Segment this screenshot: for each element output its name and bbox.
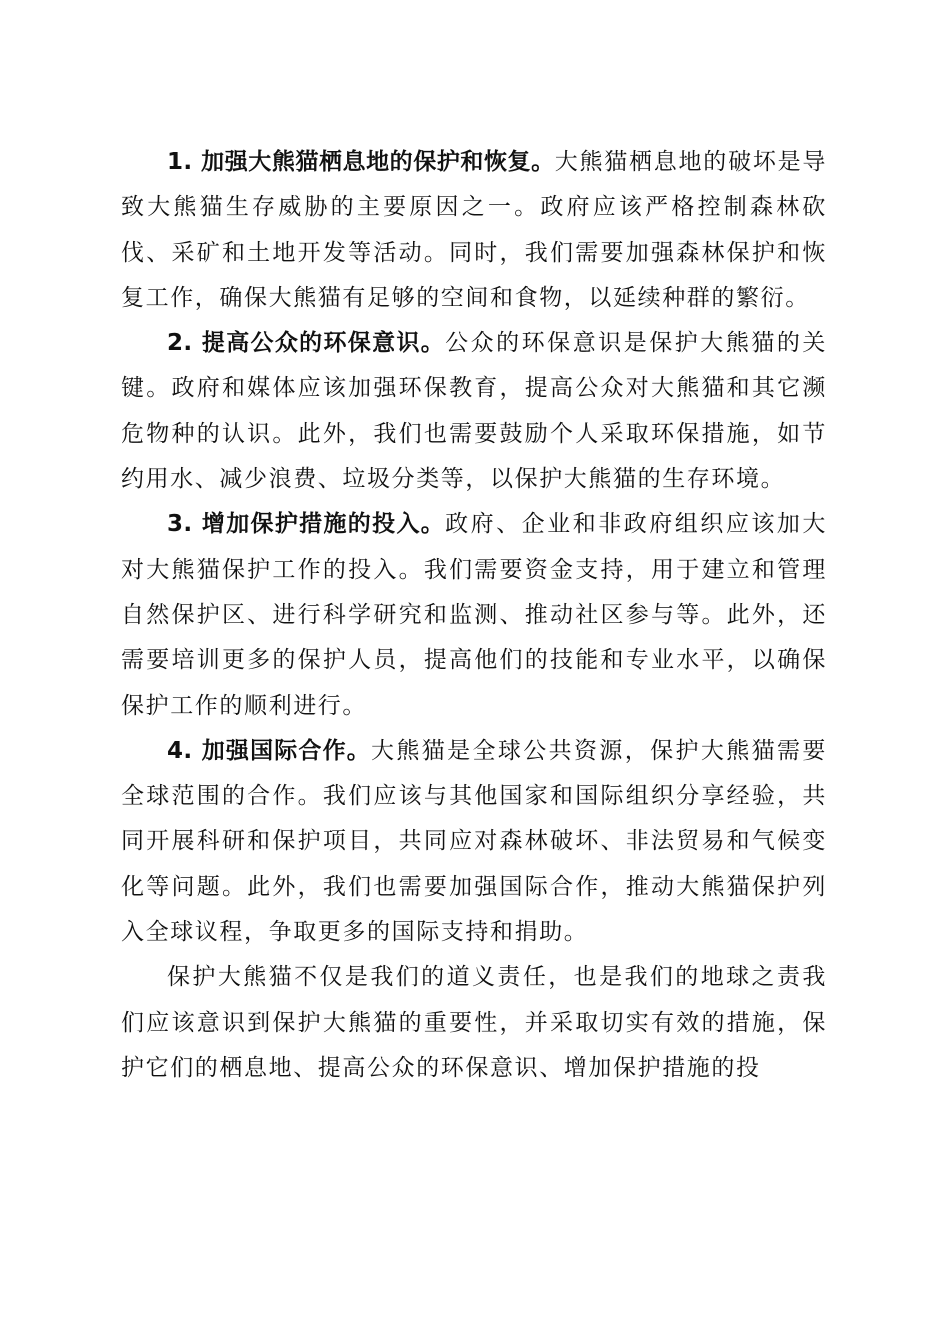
paragraph-text: 保护大熊猫不仅是我们的道义责任，也是我们的地球之责我们应该意识到保护大熊猫的重要性，并采取切实有效的措施，保护它们的栖息地、提高公众的环保意识、增加保护措施的投 (121, 964, 827, 1081)
paragraph-text: 大熊猫是全球公共资源，保护大熊猫需要全球范围的合作。我们应该与其他国家和国际组织分享经验，共同开展科研和保护项目，共同应对森林破坏、非法贸易和气候变化等问题。此外，我们也需要加强国际合作，推动大熊猫保护列入全球议程，争取更多的国际支持和捐助。 (121, 737, 827, 946)
paragraph-international-cooperation (121, 729, 827, 955)
paragraph-public-awareness (121, 321, 827, 502)
paragraph-text: 公众的环保意识是保护大熊猫的关键。政府和媒体应该加强环保教育，提高公众对大熊猫和其它濒危物种的认识。此外，我们也需要鼓励个人采取环保措施，如节约用水、减少浪费、垃圾分类等，以保护大熊猫的生存环境。 (121, 330, 827, 493)
paragraph-text: 大熊猫栖息地的破坏是导致大熊猫生存威胁的主要原因之一。政府应该严格控制森林砍伐、采矿和土地开发等活动。同时，我们需要加强森林保护和恢复工作，确保大熊猫有足够的空间和食物，以延续种群的繁衍。 (121, 149, 827, 311)
paragraph-heading: 1. 加强大熊猫栖息地的保护和恢复。 (167, 149, 555, 175)
paragraph-habitat-protection (121, 140, 827, 321)
paragraph-investment (121, 502, 827, 728)
paragraph-heading: 2. 提高公众的环保意识。 (167, 330, 446, 357)
document-body (121, 140, 827, 1091)
paragraph-text: 政府、企业和非政府组织应该加大对大熊猫保护工作的投入。我们需要资金支持，用于建立和管理自然保护区、进行科学研究和监测、推动社区参与等。此外，还需要培训更多的保护人员，提高他们的技能和专业水平，以确保保护工作的顺利进行。 (121, 511, 827, 719)
paragraph-conclusion (121, 955, 827, 1091)
paragraph-heading: 4. 加强国际合作。 (167, 737, 371, 764)
paragraph-heading: 3. 增加保护措施的投入。 (167, 511, 446, 538)
